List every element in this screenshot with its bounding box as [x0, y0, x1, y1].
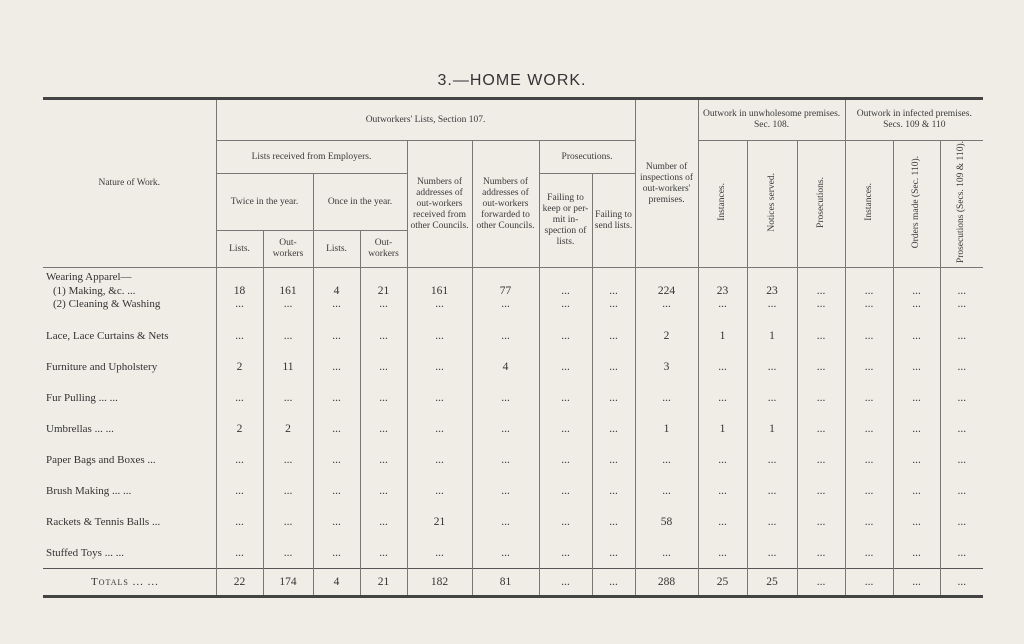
table-cell: ...	[797, 413, 845, 444]
lists-header-2: Lists.	[313, 231, 360, 268]
row-label: Brush Making ... ...	[46, 484, 132, 497]
table-cell: ...	[698, 298, 747, 320]
outworkers-lists-header: Outworkers' Lists, Section 107.	[216, 99, 635, 141]
prosecutions-group-header: Prosecutions.	[539, 141, 635, 174]
table-cell: ...	[407, 444, 472, 475]
table-cell: ...	[263, 506, 313, 537]
table-cell: ...	[472, 444, 539, 475]
table-cell: ...	[263, 475, 313, 506]
orders-header: Orders made (Sec. 110).	[893, 141, 940, 268]
row-label: Stuffed Toys ... ...	[46, 546, 124, 559]
table-cell: 174	[263, 569, 313, 597]
row-label: Furniture and Upholstery	[46, 360, 158, 373]
table-cell: ...	[216, 382, 263, 413]
table-cell	[539, 268, 592, 284]
table-cell: ...	[592, 506, 635, 537]
table-cell: ...	[893, 298, 940, 320]
table-cell: ...	[940, 413, 983, 444]
table-cell: ...	[845, 298, 893, 320]
table-cell: ...	[592, 298, 635, 320]
table-row	[43, 351, 983, 382]
table-cell	[635, 268, 698, 284]
nature-header: Nature of Work.	[43, 99, 216, 268]
table-cell	[313, 268, 360, 284]
table-cell	[592, 268, 635, 284]
table-cell: ...	[797, 351, 845, 382]
table-cell: ...	[472, 537, 539, 569]
table-cell: ...	[472, 413, 539, 444]
table-cell: 2	[635, 320, 698, 351]
table-cell: ...	[940, 506, 983, 537]
home-work-table	[43, 97, 983, 598]
table-cell: ...	[407, 413, 472, 444]
table-cell	[216, 268, 263, 284]
table-cell: ...	[940, 351, 983, 382]
table-cell: ...	[592, 413, 635, 444]
table-cell: ...	[747, 506, 797, 537]
row-label: Rackets & Tennis Balls ...	[46, 515, 161, 528]
table-cell: 22	[216, 569, 263, 597]
row-label: Paper Bags and Boxes ...	[46, 453, 156, 466]
table-row	[43, 298, 983, 320]
lists-received-header: Lists received from Employers.	[216, 141, 407, 174]
table-cell: ...	[845, 506, 893, 537]
table-cell: ...	[360, 506, 407, 537]
table-cell: ...	[747, 537, 797, 569]
table-cell: 25	[698, 569, 747, 597]
failing-keep-header: Failing to keep or per-mit in-spection of lists.	[539, 174, 592, 268]
table-cell: 77	[472, 283, 539, 298]
table-cell: 161	[407, 283, 472, 298]
table-row	[43, 444, 983, 475]
table-cell: ...	[360, 320, 407, 351]
table-cell	[360, 268, 407, 284]
table-cell: 1	[698, 413, 747, 444]
table-cell: ...	[216, 298, 263, 320]
table-cell	[845, 268, 893, 284]
table-cell	[263, 268, 313, 284]
table-cell: ...	[893, 382, 940, 413]
table-cell: ...	[472, 298, 539, 320]
table-cell: ...	[360, 413, 407, 444]
table-cell: ...	[940, 298, 983, 320]
table-cell: ...	[407, 351, 472, 382]
addr-received-header: Numbers of addresses of out-workers received from other Councils.	[407, 141, 472, 268]
table-cell: ...	[539, 351, 592, 382]
table-cell: ...	[407, 320, 472, 351]
table-cell: 1	[747, 320, 797, 351]
table-cell: 21	[407, 506, 472, 537]
table-cell	[472, 268, 539, 284]
table-cell: ...	[893, 413, 940, 444]
table-cell: ...	[845, 413, 893, 444]
table-cell: ...	[797, 283, 845, 298]
table-cell: ...	[263, 537, 313, 569]
table-cell: ...	[263, 444, 313, 475]
table-cell: ...	[797, 320, 845, 351]
table-cell: ...	[797, 444, 845, 475]
table-row	[43, 537, 983, 569]
table-cell: ...	[698, 506, 747, 537]
table-cell: ...	[313, 444, 360, 475]
table-cell: ...	[845, 382, 893, 413]
table-cell: ...	[698, 475, 747, 506]
unwholesome-header: Outwork in unwholesome premises. Sec. 108.	[698, 99, 845, 141]
table-cell: 3	[635, 351, 698, 382]
table-cell: ...	[313, 320, 360, 351]
table-row	[43, 268, 983, 284]
table-cell	[698, 268, 747, 284]
table-cell: ...	[940, 320, 983, 351]
row-label: Totals ... ...	[43, 569, 216, 597]
table-cell: ...	[893, 537, 940, 569]
table-cell: 21	[360, 283, 407, 298]
table-cell: 161	[263, 283, 313, 298]
table-row	[43, 283, 983, 298]
table-cell: ...	[313, 413, 360, 444]
inspections-header: Number of inspections of out-workers' premises.	[635, 99, 698, 268]
table-cell: ...	[360, 382, 407, 413]
page-title: 3.—HOME WORK.	[437, 72, 587, 89]
table-cell: ...	[313, 382, 360, 413]
table-cell: ...	[635, 444, 698, 475]
table-cell: ...	[747, 298, 797, 320]
table-cell	[407, 268, 472, 284]
table-cell: ...	[698, 351, 747, 382]
table-cell: ...	[360, 444, 407, 475]
table-cell: ...	[845, 283, 893, 298]
twice-header: Twice in the year.	[216, 174, 313, 231]
table-cell: ...	[940, 444, 983, 475]
table-cell: ...	[472, 382, 539, 413]
table-cell: ...	[635, 382, 698, 413]
table-cell: ...	[313, 475, 360, 506]
table-cell: ...	[216, 506, 263, 537]
table-cell: ...	[940, 475, 983, 506]
table-cell: 4	[313, 569, 360, 597]
table-cell: ...	[940, 569, 983, 597]
table-cell: ...	[893, 569, 940, 597]
table-cell: ...	[845, 444, 893, 475]
table-cell: ...	[698, 537, 747, 569]
once-header: Once in the year.	[313, 174, 407, 231]
table-cell: 11	[263, 351, 313, 382]
table-cell: ...	[263, 320, 313, 351]
table-cell: ...	[539, 537, 592, 569]
table-cell	[797, 268, 845, 284]
table-cell: ...	[472, 506, 539, 537]
table-cell: ...	[797, 382, 845, 413]
table-cell: 1	[698, 320, 747, 351]
table-cell: ...	[845, 569, 893, 597]
table-cell: ...	[698, 382, 747, 413]
table-cell: ...	[407, 382, 472, 413]
table-cell: ...	[635, 475, 698, 506]
table-cell: ...	[407, 537, 472, 569]
table-cell: ...	[539, 382, 592, 413]
table-cell: ...	[216, 537, 263, 569]
table-cell: ...	[539, 283, 592, 298]
table-body	[43, 268, 983, 597]
infected-header: Outwork in infected premises. Secs. 109 & 110	[845, 99, 983, 141]
table-row	[43, 506, 983, 537]
addr-forwarded-header: Numbers of addresses of out-workers forwarded to other Councils.	[472, 141, 539, 268]
table-cell: ...	[360, 537, 407, 569]
table-cell: ...	[313, 298, 360, 320]
table-cell: ...	[893, 283, 940, 298]
table-cell: ...	[747, 351, 797, 382]
table-cell: 2	[216, 351, 263, 382]
table-cell: ...	[360, 475, 407, 506]
table-cell: ...	[263, 298, 313, 320]
table-cell: ...	[539, 320, 592, 351]
table-cell: ...	[893, 351, 940, 382]
outworkers-header-1: Out-workers	[263, 231, 313, 268]
table-cell: ...	[893, 320, 940, 351]
table-cell: 81	[472, 569, 539, 597]
outworkers-header-2: Out-workers	[360, 231, 407, 268]
table-cell: ...	[592, 382, 635, 413]
table-cell: ...	[747, 444, 797, 475]
table-cell: ...	[313, 506, 360, 537]
table-cell: ...	[263, 382, 313, 413]
table-row	[43, 320, 983, 351]
table-cell: ...	[797, 298, 845, 320]
table-cell: 18	[216, 283, 263, 298]
table-cell: ...	[698, 444, 747, 475]
table-cell: ...	[539, 444, 592, 475]
table-cell: ...	[592, 537, 635, 569]
prosecutions-header-2: Prosecutions (Secs. 109 & 110).	[940, 141, 983, 268]
notices-header: Notices served.	[747, 141, 797, 268]
table-row	[43, 569, 983, 597]
table-cell: ...	[635, 537, 698, 569]
lists-header-1: Lists.	[216, 231, 263, 268]
table-cell: ...	[893, 506, 940, 537]
table-cell: ...	[747, 475, 797, 506]
table-cell: ...	[313, 537, 360, 569]
table-cell: 21	[360, 569, 407, 597]
row-label: Umbrellas ... ...	[46, 422, 114, 435]
table-cell: ...	[216, 320, 263, 351]
instances-header-1: Instances.	[698, 141, 747, 268]
table-cell: ...	[845, 351, 893, 382]
table-cell: ...	[360, 351, 407, 382]
table-cell: ...	[539, 298, 592, 320]
table-cell: 25	[747, 569, 797, 597]
table-cell: ...	[472, 320, 539, 351]
table-cell: 4	[313, 283, 360, 298]
table-cell: ...	[216, 444, 263, 475]
table-cell: 1	[635, 413, 698, 444]
table-cell: ...	[592, 475, 635, 506]
table-cell: ...	[940, 382, 983, 413]
table-cell: ...	[407, 298, 472, 320]
table-cell: 182	[407, 569, 472, 597]
row-label: Fur Pulling ... ...	[46, 391, 118, 404]
table-cell: 1	[747, 413, 797, 444]
table-cell: ...	[845, 537, 893, 569]
table-cell: ...	[539, 475, 592, 506]
table-cell: ...	[539, 413, 592, 444]
table-cell: ...	[592, 351, 635, 382]
failing-send-header: Failing to send lists.	[592, 174, 635, 268]
table-cell: 23	[698, 283, 747, 298]
table-cell: ...	[845, 320, 893, 351]
table-cell: ...	[635, 298, 698, 320]
table-cell	[940, 268, 983, 284]
table-cell: ...	[592, 444, 635, 475]
table-cell: ...	[797, 537, 845, 569]
table-cell: 58	[635, 506, 698, 537]
table-cell: ...	[592, 569, 635, 597]
table-cell: ...	[797, 475, 845, 506]
table-cell: ...	[407, 475, 472, 506]
prosecutions-header-1: Prosecutions.	[797, 141, 845, 268]
table-cell: 2	[263, 413, 313, 444]
table-cell: ...	[472, 475, 539, 506]
table-cell: ...	[893, 475, 940, 506]
table-cell: ...	[845, 475, 893, 506]
table-row	[43, 475, 983, 506]
table-cell: 288	[635, 569, 698, 597]
table-cell: ...	[940, 537, 983, 569]
row-label: Wearing Apparel—	[46, 271, 132, 284]
table-cell: ...	[539, 569, 592, 597]
table-cell: 224	[635, 283, 698, 298]
table-cell: ...	[747, 382, 797, 413]
row-label: (2) Cleaning & Washing	[53, 298, 161, 311]
table-cell: ...	[797, 569, 845, 597]
table-cell: ...	[940, 283, 983, 298]
row-label: (1) Making, &c. ...	[53, 284, 136, 297]
table-cell: ...	[216, 475, 263, 506]
table-cell: 4	[472, 351, 539, 382]
table-cell: ...	[797, 506, 845, 537]
table-cell: ...	[893, 444, 940, 475]
table-cell: ...	[360, 298, 407, 320]
table-row	[43, 382, 983, 413]
table-cell: 23	[747, 283, 797, 298]
table-cell: 2	[216, 413, 263, 444]
table-cell	[747, 268, 797, 284]
table-row	[43, 413, 983, 444]
table-cell: ...	[313, 351, 360, 382]
table-cell: ...	[592, 320, 635, 351]
table-cell: ...	[592, 283, 635, 298]
table-cell	[893, 268, 940, 284]
row-label: Lace, Lace Curtains & Nets	[46, 329, 169, 342]
table-cell: ...	[539, 506, 592, 537]
instances-header-2: Instances.	[845, 141, 893, 268]
